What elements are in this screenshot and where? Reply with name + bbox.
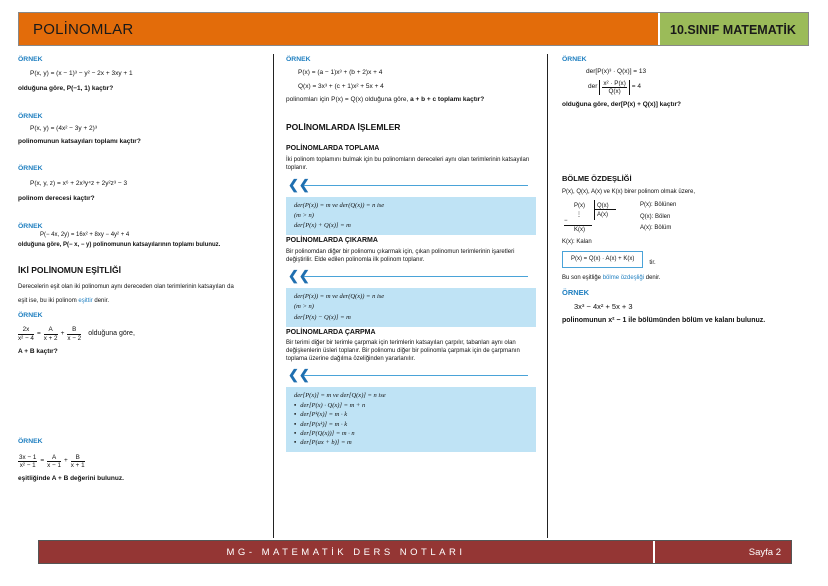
section-title-division: BÖLME ÖZDEŞLİĞİ <box>562 174 632 184</box>
paragraph-text: Bu son eşitliğe bölme özdeşliği denir. <box>562 274 661 281</box>
example-question: polinomları için P(x) = Q(x) olduğuna göre, a + b + c toplamı kaçtır? <box>286 95 485 103</box>
fraction: $\frac{3x - 1}{\text{x² − 1}}$ <box>19 453 37 469</box>
example-question: olduğuna göre, P(− x, − y) polinomunun katsayılarının toplamı bulunuz. <box>18 242 221 249</box>
double-chevron-icon: ❮❮ <box>288 268 310 284</box>
bracket <box>599 80 629 95</box>
subsection-title-addition: POLİNOMLARDA TOPLAMA <box>286 144 380 152</box>
example-equation: der[P(x)³ · Q(x)] = 13 <box>586 68 647 76</box>
fraction: $\frac{A}{x - 1}$ <box>47 453 61 469</box>
example-question: olduğuna göre, P(−1, 1) kaçtır? <box>18 84 114 92</box>
column-left <box>18 55 258 536</box>
section-divider <box>286 177 536 195</box>
list-item: • der[P(ax + b)] = m <box>294 439 352 447</box>
identity-formula: P(x) = Q(x) · A(x) + K(x) tir. <box>562 249 812 267</box>
example-label: ÖRNEK <box>286 56 311 63</box>
rule-box-multiplication: der[P(x)] = m ve der[Q(x)] = n ise • der[P(x) · Q(x)] = m + n • der[Pᵏ(x)] = m · k • der[P(xᵏ)] = m · k • der[P(Q(x))] = m · n • der[P(ax + b)] = m <box>286 387 536 452</box>
column-divider <box>547 54 548 538</box>
example-label: ÖRNEK <box>18 56 43 63</box>
double-chevron-icon: ❮❮ <box>288 176 310 192</box>
fraction: $\frac{A}{x + 2}$ <box>43 326 58 342</box>
double-chevron-icon: ❮❮ <box>288 367 310 383</box>
paragraph-text: P(x), Q(x), A(x) ve K(x) birer polinom olmak üzere, <box>562 189 696 196</box>
subsection-title-subtraction: POLİNOMLARDA ÇIKARMA <box>286 236 378 244</box>
example-label: ÖRNEK <box>562 56 587 63</box>
fraction: $\frac{\text{x² · P(x)}}{Q(x)}$ <box>603 79 626 96</box>
section-title-equality: İKİ POLİNOMUN EŞİTLİĞİ <box>18 265 121 276</box>
example-equation: P(− 4x, 2y) = 16x² + 8xy − 4y² + 4 <box>40 232 130 239</box>
paragraph-text: Bir polinomdan diğer bir polinomu çıkarmak için, çıkan polinomun terimlerinin işaretleri değiştirilir. Elde edilen polinomla ilk polinom toplanır. <box>286 249 515 264</box>
example-question: polinomunun katsayıları toplamı kaçtır? <box>18 137 141 145</box>
example-label: ÖRNEK <box>18 312 43 320</box>
paragraph-text: İki polinom toplamını bulmak için bu polinomların dereceleri aynı olan terimlerinin katsayıları toplanır. <box>286 157 530 172</box>
example-label: ÖRNEK <box>18 223 43 231</box>
example-question: A + B kaçtır? <box>18 347 58 355</box>
section-divider <box>286 268 536 286</box>
section-divider <box>286 367 536 385</box>
example-label: ÖRNEK <box>18 112 43 120</box>
example-equation: P(x, y) = (4x² − 3y + 2)³ <box>30 124 98 132</box>
fraction: $\frac{2x}{\text{x² − 4}}$ <box>18 326 34 342</box>
list-item: • der[P(xᵏ)] = m · k <box>294 420 348 428</box>
example-label: ÖRNEK <box>562 287 590 297</box>
division-legend-kalan: K(x): Kalan <box>562 239 592 246</box>
list-item: • der[P(Q(x))] = m · n <box>294 429 355 437</box>
example-question: olduğuna göre, der[P(x) + Q(x)] kaçtır? <box>562 101 681 109</box>
column-right <box>562 55 812 536</box>
example-equation: P(x) = (a − 1)x³ + (b + 2)x + 4 <box>298 69 383 77</box>
rule-box-addition: der(P(x)) = m ve der(Q(x)) = n ise (m > n) der[P(x) + Q(x)] = m <box>286 197 536 235</box>
example-equation: $\frac{3x - 1}{\text{x² − 1}}$ = $\frac{A}{x - 1}$ + $\frac{B}{x + 1}$ <box>19 453 85 469</box>
footer-title: MG- MATEMATİK DERS NOTLARI <box>39 541 653 563</box>
example-equation: 3x³ − 4x² + 5x + 3 <box>574 301 633 311</box>
paragraph-text: eşit ise, bu iki polinom eşittir denir. <box>18 298 110 305</box>
page-number: Sayfa 2 <box>653 541 791 563</box>
page-header <box>18 12 809 46</box>
column-divider <box>273 54 274 538</box>
paragraph-text: Bir terimi diğer bir terimle çarpmak için terimlerin katsayıları çarpılır, tabanları aynı olan değişkenlerin üsleri toplanır. Bir polinomu diğer bir polinomla çarpmak için de çarpmanın toplama üzerine dağılma özeliğinden yararlanılır. <box>286 340 520 363</box>
paragraph-text: Derecelerin eşit olan iki polinomun aynı dereceden olan terimlerinin katsayıları da <box>18 283 234 290</box>
fraction: $\frac{B}{x - 2}$ <box>67 326 82 342</box>
list-item: • der[P(x) · Q(x)] = m + n <box>294 401 366 409</box>
example-equation: Q(x) = 3x³ + (c + 1)x² + 5x + 4 <box>298 82 384 90</box>
example-label: ÖRNEK <box>18 437 43 445</box>
example-question: polinomunun x² − 1 ile bölümünden bölüm ve kalanı bulunuz. <box>562 316 766 324</box>
keyword-link: eşittir <box>78 298 93 305</box>
example-equation: P(x, y, z) = x⁶ + 2x³y⁴z + 2y²z³ − 3 <box>30 179 128 187</box>
formula-box: P(x) = Q(x) · A(x) + K(x) <box>562 251 643 267</box>
division-legend: P(x): Bölünen Q(x): Bölen A(x): Bölüm <box>640 202 677 232</box>
rule-box-subtraction: der(P(x)) = m ve der(Q(x)) = n ise (m > n) der[P(x) − Q(x)] = m <box>286 288 536 326</box>
long-division: P(x) Q(x) A(x) ⋮ − K(x) <box>562 200 632 238</box>
section-title-operations: POLİNOMLARDA İŞLEMLER <box>286 122 401 133</box>
division-diagram <box>562 200 812 238</box>
page-footer <box>38 540 792 564</box>
example-equation: $\frac{2x}{\text{x² − 4}}$ = $\frac{A}{x + 2}$ + $\frac{B}{x - 2}$ olduğuna göre, <box>18 326 135 342</box>
example-label: ÖRNEK <box>18 165 43 173</box>
keyword-link: bölme özdeşliği <box>602 274 645 281</box>
example-question: eşitliğinde A + B değerini bulunuz. <box>18 475 124 483</box>
example-equation: P(x, y) = (x − 1)³ − y² − 2x + 3xy + 1 <box>30 70 133 78</box>
header-grade: 10.SINIF MATEMATİK <box>658 13 808 45</box>
fraction: $\frac{B}{x + 1}$ <box>70 453 85 469</box>
list-item: • der[Pᵏ(x)] = m · k <box>294 411 348 419</box>
header-title: POLİNOMLAR <box>19 13 658 45</box>
subsection-title-multiplication: POLİNOMLARDA ÇARPMA <box>286 328 376 336</box>
example-equation: der $\frac{\text{x² · P(x)}}{Q(x)}$ = 4 <box>588 79 642 96</box>
example-question: polinom derecesi kaçtır? <box>18 195 95 203</box>
column-middle <box>286 55 536 536</box>
